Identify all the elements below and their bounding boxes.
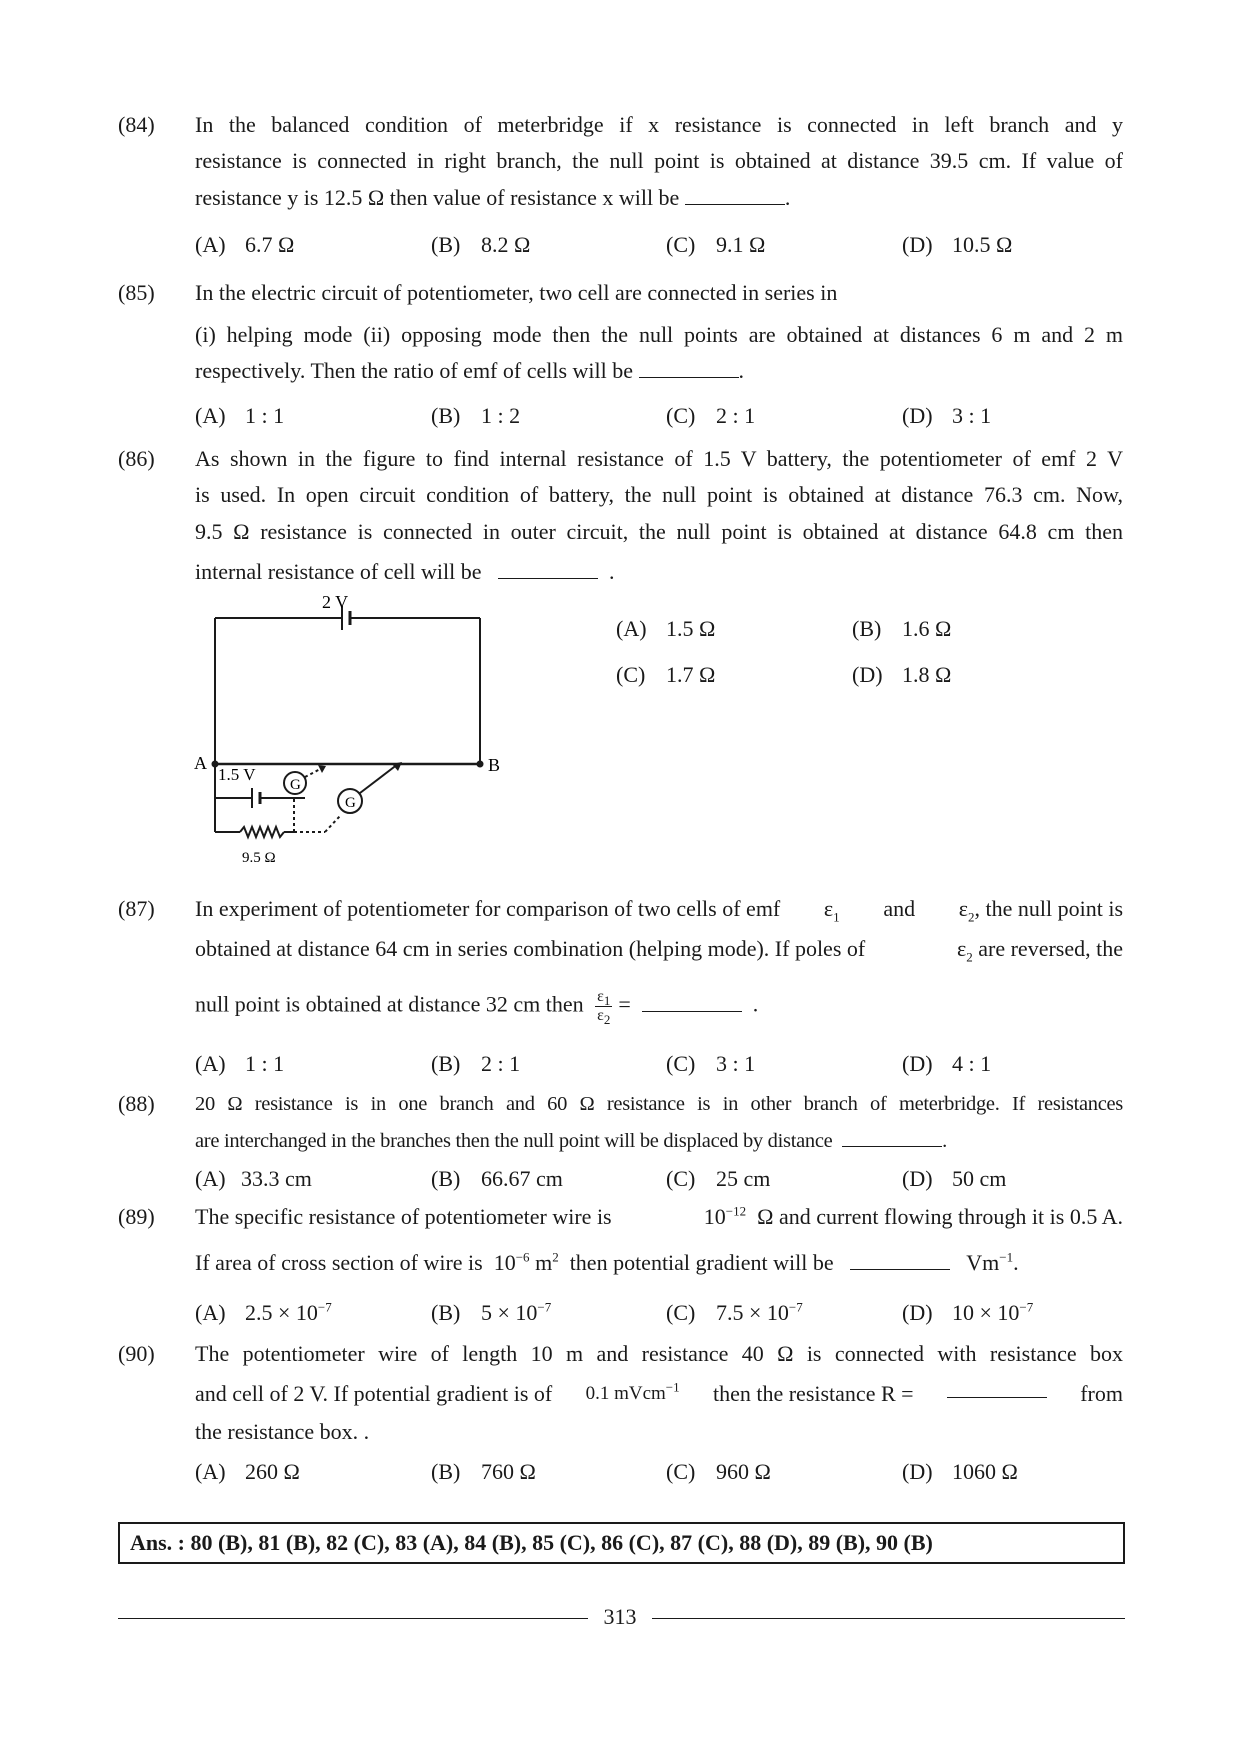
option-b: (B) 66.67 cm xyxy=(431,1166,563,1191)
answer-blank xyxy=(642,995,742,1012)
galvanometer-2-label: G xyxy=(345,795,356,811)
answer-blank xyxy=(850,1253,950,1270)
question-text: The potentiometer wire of length 10 m and resistance 40 Ω is connected with resistance box xyxy=(195,1341,1123,1366)
point-b-label: B xyxy=(488,755,501,775)
question-text: are interchanged in the branches then the null point will be displaced by distance . xyxy=(195,1130,947,1152)
question-number: (89) xyxy=(118,1204,155,1229)
question-text: and cell of 2 V. If potential gradient is of 0.1 mVcm$^{-1}$ then the resistance R = from xyxy=(195,1379,1123,1406)
option-a: (A) 1 : 1 xyxy=(195,403,285,428)
option-b: (B) 8.2 Ω xyxy=(431,232,531,257)
emf-ratio-fraction: $\frac{\varepsilon_1}{\varepsilon_2}$ xyxy=(597,988,611,1028)
answer-blank xyxy=(842,1130,942,1147)
options-row xyxy=(195,403,1155,429)
question-text: In the balanced condition of meterbridge if x resistance is connected in left branch and y xyxy=(195,112,1123,137)
options-row xyxy=(195,1300,1155,1326)
question-number: (90) xyxy=(118,1341,155,1366)
option-a: (A) 6.7 Ω xyxy=(195,232,295,257)
question-text: is used. In open circuit condition of battery, the null point is obtained at distance 76.3 cm. Now, xyxy=(195,482,1123,507)
answer-blank xyxy=(498,562,598,579)
question-text: In the electric circuit of potentiometer, two cell are connected in series in xyxy=(195,280,838,305)
option-b: (B) 1 : 2 xyxy=(431,403,521,428)
option-d: (D) 1060 Ω xyxy=(902,1459,1018,1484)
emf-symbol-1: $\varepsilon_1$ xyxy=(823,896,840,925)
option-b: (B) 1.6 Ω xyxy=(852,616,952,641)
resistor-label: 9.5 Ω xyxy=(242,850,276,866)
question-text: If area of cross section of wire is $10^{-6}$ $m^2$ then potential gradient will be $Vm^{-1}$. xyxy=(195,1249,1019,1275)
question-text-part: respectively. Then the ratio of emf of cells will be xyxy=(195,358,634,383)
point-a-label: A xyxy=(194,753,207,773)
question-text: resistance is connected in right branch, the null point is obtained at distance 39.5 cm. If value of xyxy=(195,148,1123,173)
option-c: (C) $7.5 \times 10^{-7}$ xyxy=(666,1299,803,1325)
question-text: resistance y is 12.5 Ω then value of resistance x will be . xyxy=(195,185,791,210)
option-c: (C) 3 : 1 xyxy=(666,1051,756,1076)
footer-rule-right xyxy=(652,1618,1125,1619)
footer-rule-left xyxy=(118,1618,588,1619)
option-a: (A) 260 Ω xyxy=(195,1459,300,1484)
question-text: In experiment of potentiometer for comparison of two cells of emf $\varepsilon_1$ and $\varepsilon_2$, the null point is xyxy=(195,896,1123,925)
potentiometer-circuit-diagram xyxy=(190,596,510,866)
option-a: (A) 1 : 1 xyxy=(195,1051,285,1076)
option-a: (A) $2.5 \times 10^{-7}$ xyxy=(195,1299,332,1325)
question-text: 20 Ω resistance is in one branch and 60 Ω resistance is in other branch of meterbridge. If resistances xyxy=(195,1093,1123,1115)
question-text: the resistance box. . xyxy=(195,1419,370,1444)
emf-label: 2 V xyxy=(322,596,349,612)
option-d: (D) $10 \times 10^{-7}$ xyxy=(902,1299,1034,1325)
page-number: 313 xyxy=(603,1604,637,1629)
answer-blank xyxy=(639,361,739,378)
question-number: (88) xyxy=(118,1091,155,1116)
question-text: obtained at distance 64 cm in series combination (helping mode). If poles of $\varepsilon_2$ are reversed, the xyxy=(195,936,1123,965)
option-d: (D) 4 : 1 xyxy=(902,1051,992,1076)
jockey-1-arrowhead xyxy=(318,765,326,773)
question-text: null point is obtained at distance 32 cm then $\frac{\varepsilon_1}{\varepsilon_2}$ = . xyxy=(195,988,759,1028)
option-a: (A) 1.5 Ω xyxy=(616,616,716,641)
options-row xyxy=(195,1051,1155,1077)
option-d: (D) 3 : 1 xyxy=(902,403,992,428)
option-d: (D) 10.5 Ω xyxy=(902,232,1013,257)
question-text: respectively. Then the ratio of emf of cells will be . xyxy=(195,358,745,383)
options-row xyxy=(195,1166,1155,1192)
emf-symbol-2: $\varepsilon_2$, the null point is xyxy=(958,896,1123,925)
option-b: (B) $5 \times 10^{-7}$ xyxy=(431,1299,552,1325)
option-d: (D) 1.8 Ω xyxy=(852,662,952,687)
question-text: The specific resistance of potentiometer wire is $10^{-12}$ Ω and current flowing through it is 0.5 A. xyxy=(195,1203,1123,1229)
option-c: (C) 9.1 Ω xyxy=(666,232,766,257)
option-c: (C) 2 : 1 xyxy=(666,403,756,428)
option-c: (C) 1.7 Ω xyxy=(616,662,716,687)
option-c: (C) 960 Ω xyxy=(666,1459,771,1484)
question-text-part: resistance y is 12.5 Ω then value of resistance x will be xyxy=(195,185,680,210)
question-number: (84) xyxy=(118,112,155,137)
option-d: (D) 50 cm xyxy=(902,1166,1007,1191)
emf-symbol-2: $\varepsilon_2$ are reversed, the xyxy=(957,936,1123,965)
option-a: (A) 33.3 cm xyxy=(195,1166,312,1191)
options-row xyxy=(195,232,1155,258)
question-text: (i) helping mode (ii) opposing mode then the null points are obtained at distances 6 m and 2 m xyxy=(195,322,1123,347)
resistor-zigzag xyxy=(240,827,284,837)
answer-blank xyxy=(947,1381,1047,1398)
answer-key-box: Ans. : 80 (B), 81 (B), 82 (C), 83 (A), 84 (B), 85 (C), 86 (C), 87 (C), 88 (D), 89 (B), 90 (B) xyxy=(118,1522,1125,1564)
question-number: (87) xyxy=(118,896,155,921)
jockey-2-line xyxy=(360,764,398,793)
answer-blank xyxy=(685,188,785,205)
question-text-part: internal resistance of cell will be xyxy=(195,559,482,584)
options-row xyxy=(195,1459,1155,1485)
question-text: internal resistance of cell will be . xyxy=(195,559,615,584)
option-c: (C) 25 cm xyxy=(666,1166,771,1191)
option-b: (B) 2 : 1 xyxy=(431,1051,521,1076)
question-text: 9.5 Ω resistance is connected in outer circuit, the null point is obtained at distance 64.8 cm then xyxy=(195,519,1123,544)
cell-label: 1.5 V xyxy=(218,765,256,784)
option-b: (B) 760 Ω xyxy=(431,1459,536,1484)
key-dotted-diagonal xyxy=(325,816,340,832)
point-b-dot xyxy=(477,761,484,768)
question-number: (86) xyxy=(118,446,155,471)
galvanometer-1-label: G xyxy=(290,777,301,793)
question-text: As shown in the figure to find internal resistance of 1.5 V battery, the potentiometer of emf 2 V xyxy=(195,446,1123,471)
question-number: (85) xyxy=(118,280,155,305)
